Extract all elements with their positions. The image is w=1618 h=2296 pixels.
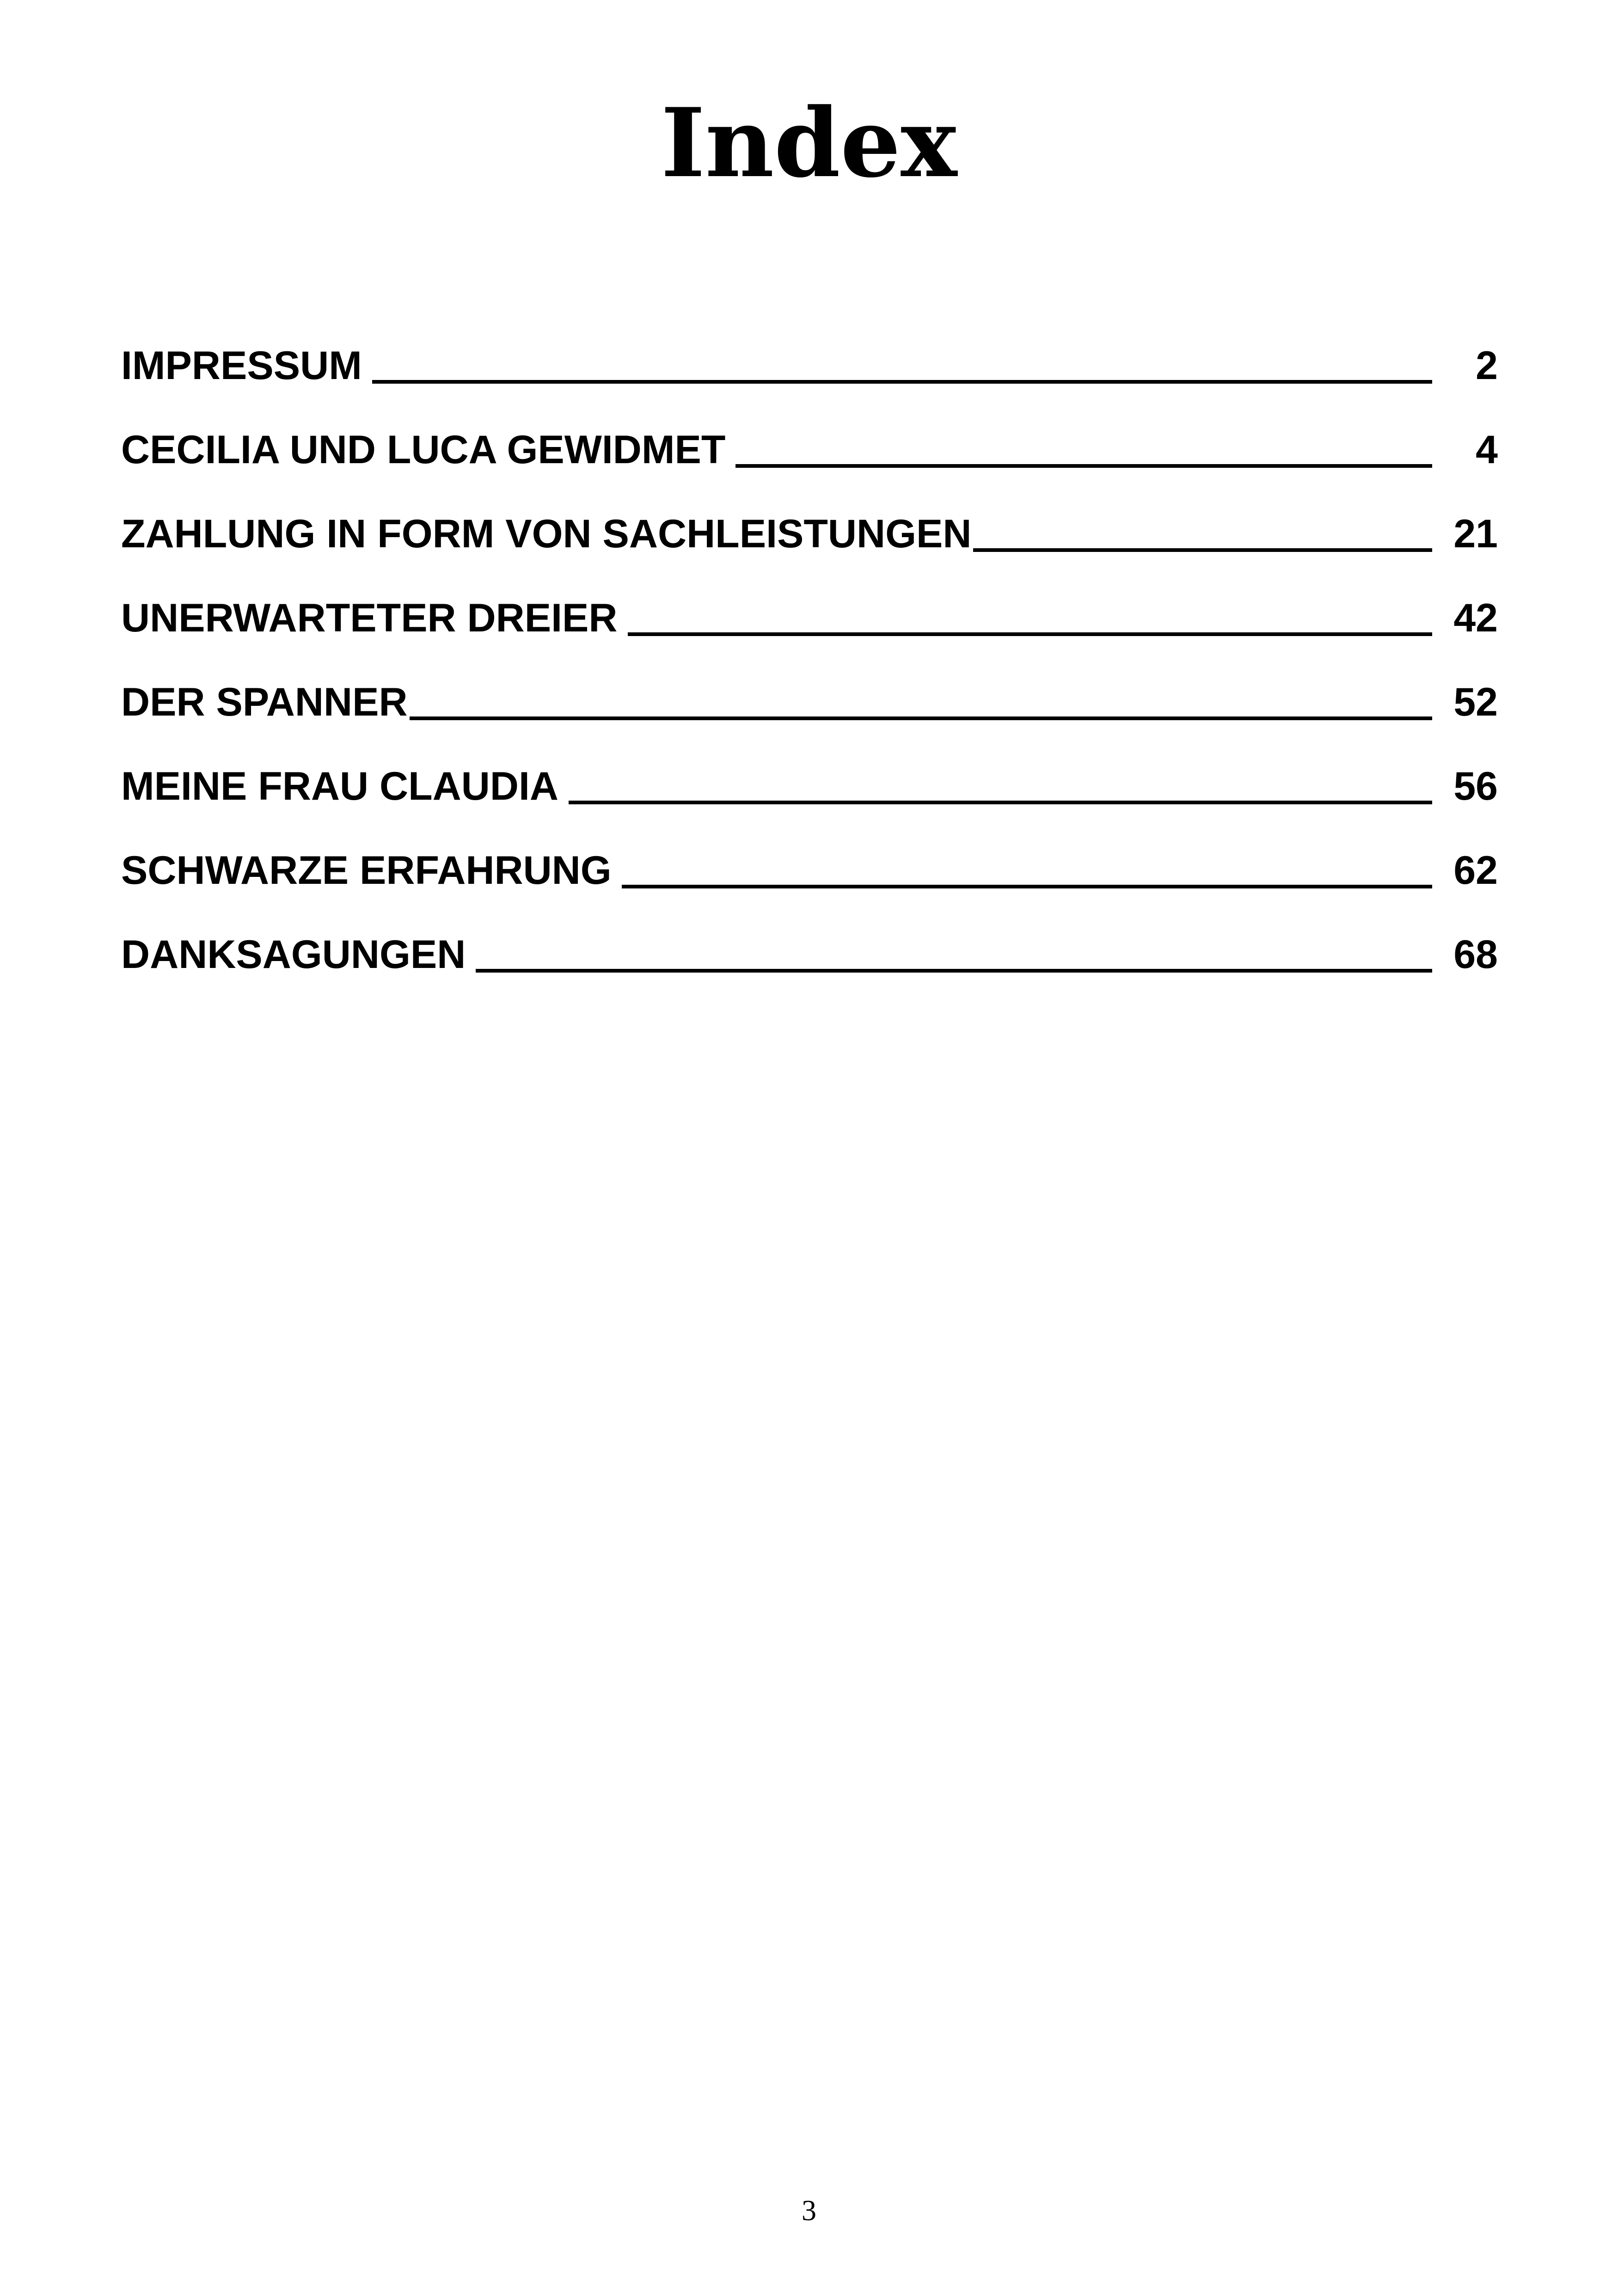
toc-entry-page: 52 [1453, 680, 1498, 724]
toc-entry-label: MEINE FRAU CLAUDIA [121, 764, 558, 808]
toc-entry-label: DER SPANNER [121, 680, 408, 724]
toc-leader-line [622, 885, 1432, 888]
toc-entry-label: CECILIA UND LUCA GEWIDMET [121, 428, 726, 472]
page-title: Index [661, 88, 957, 199]
toc-entry-page: 42 [1453, 596, 1498, 640]
toc-leader-line [628, 632, 1433, 636]
toc-entry-page: 2 [1476, 343, 1498, 388]
toc-entry-label: ZAHLUNG IN FORM VON SACHLEISTUNGEN [121, 512, 972, 556]
toc-entry-label: IMPRESSUM [121, 343, 362, 388]
toc-entry-page: 4 [1476, 428, 1498, 472]
toc-entry-page: 62 [1453, 848, 1498, 893]
toc-entry-unerwarteter-dreier[interactable] [121, 576, 1498, 660]
toc-leader-line [735, 464, 1432, 468]
toc-entry-meine-frau-claudia[interactable] [121, 744, 1498, 828]
toc-leader-line [476, 969, 1432, 973]
toc-entry-danksagungen[interactable] [121, 912, 1498, 997]
page-number: 3 [802, 2194, 816, 2227]
toc-entry-page: 21 [1453, 512, 1498, 556]
toc-entry-impressum[interactable] [121, 324, 1498, 408]
toc-entry-label: UNERWARTETER DREIER [121, 596, 618, 640]
toc-entry-schwarze-erfahrung[interactable] [121, 828, 1498, 912]
toc-leader-line [372, 380, 1432, 384]
toc-entry-page: 68 [1453, 932, 1498, 977]
toc-entry-der-spanner[interactable] [121, 660, 1498, 744]
toc-leader-line [569, 801, 1432, 804]
toc-entry-zahlung-in-form-von-sachleistungen[interactable] [121, 492, 1498, 576]
table-of-contents [121, 324, 1498, 997]
toc-entry-page: 56 [1453, 764, 1498, 808]
toc-entry-label: SCHWARZE ERFAHRUNG [121, 848, 612, 893]
toc-leader-line [973, 548, 1432, 552]
toc-entry-cecilia-und-luca-gewidmet[interactable] [121, 408, 1498, 492]
toc-leader-line [410, 716, 1432, 720]
toc-entry-label: DANKSAGUNGEN [121, 932, 466, 977]
